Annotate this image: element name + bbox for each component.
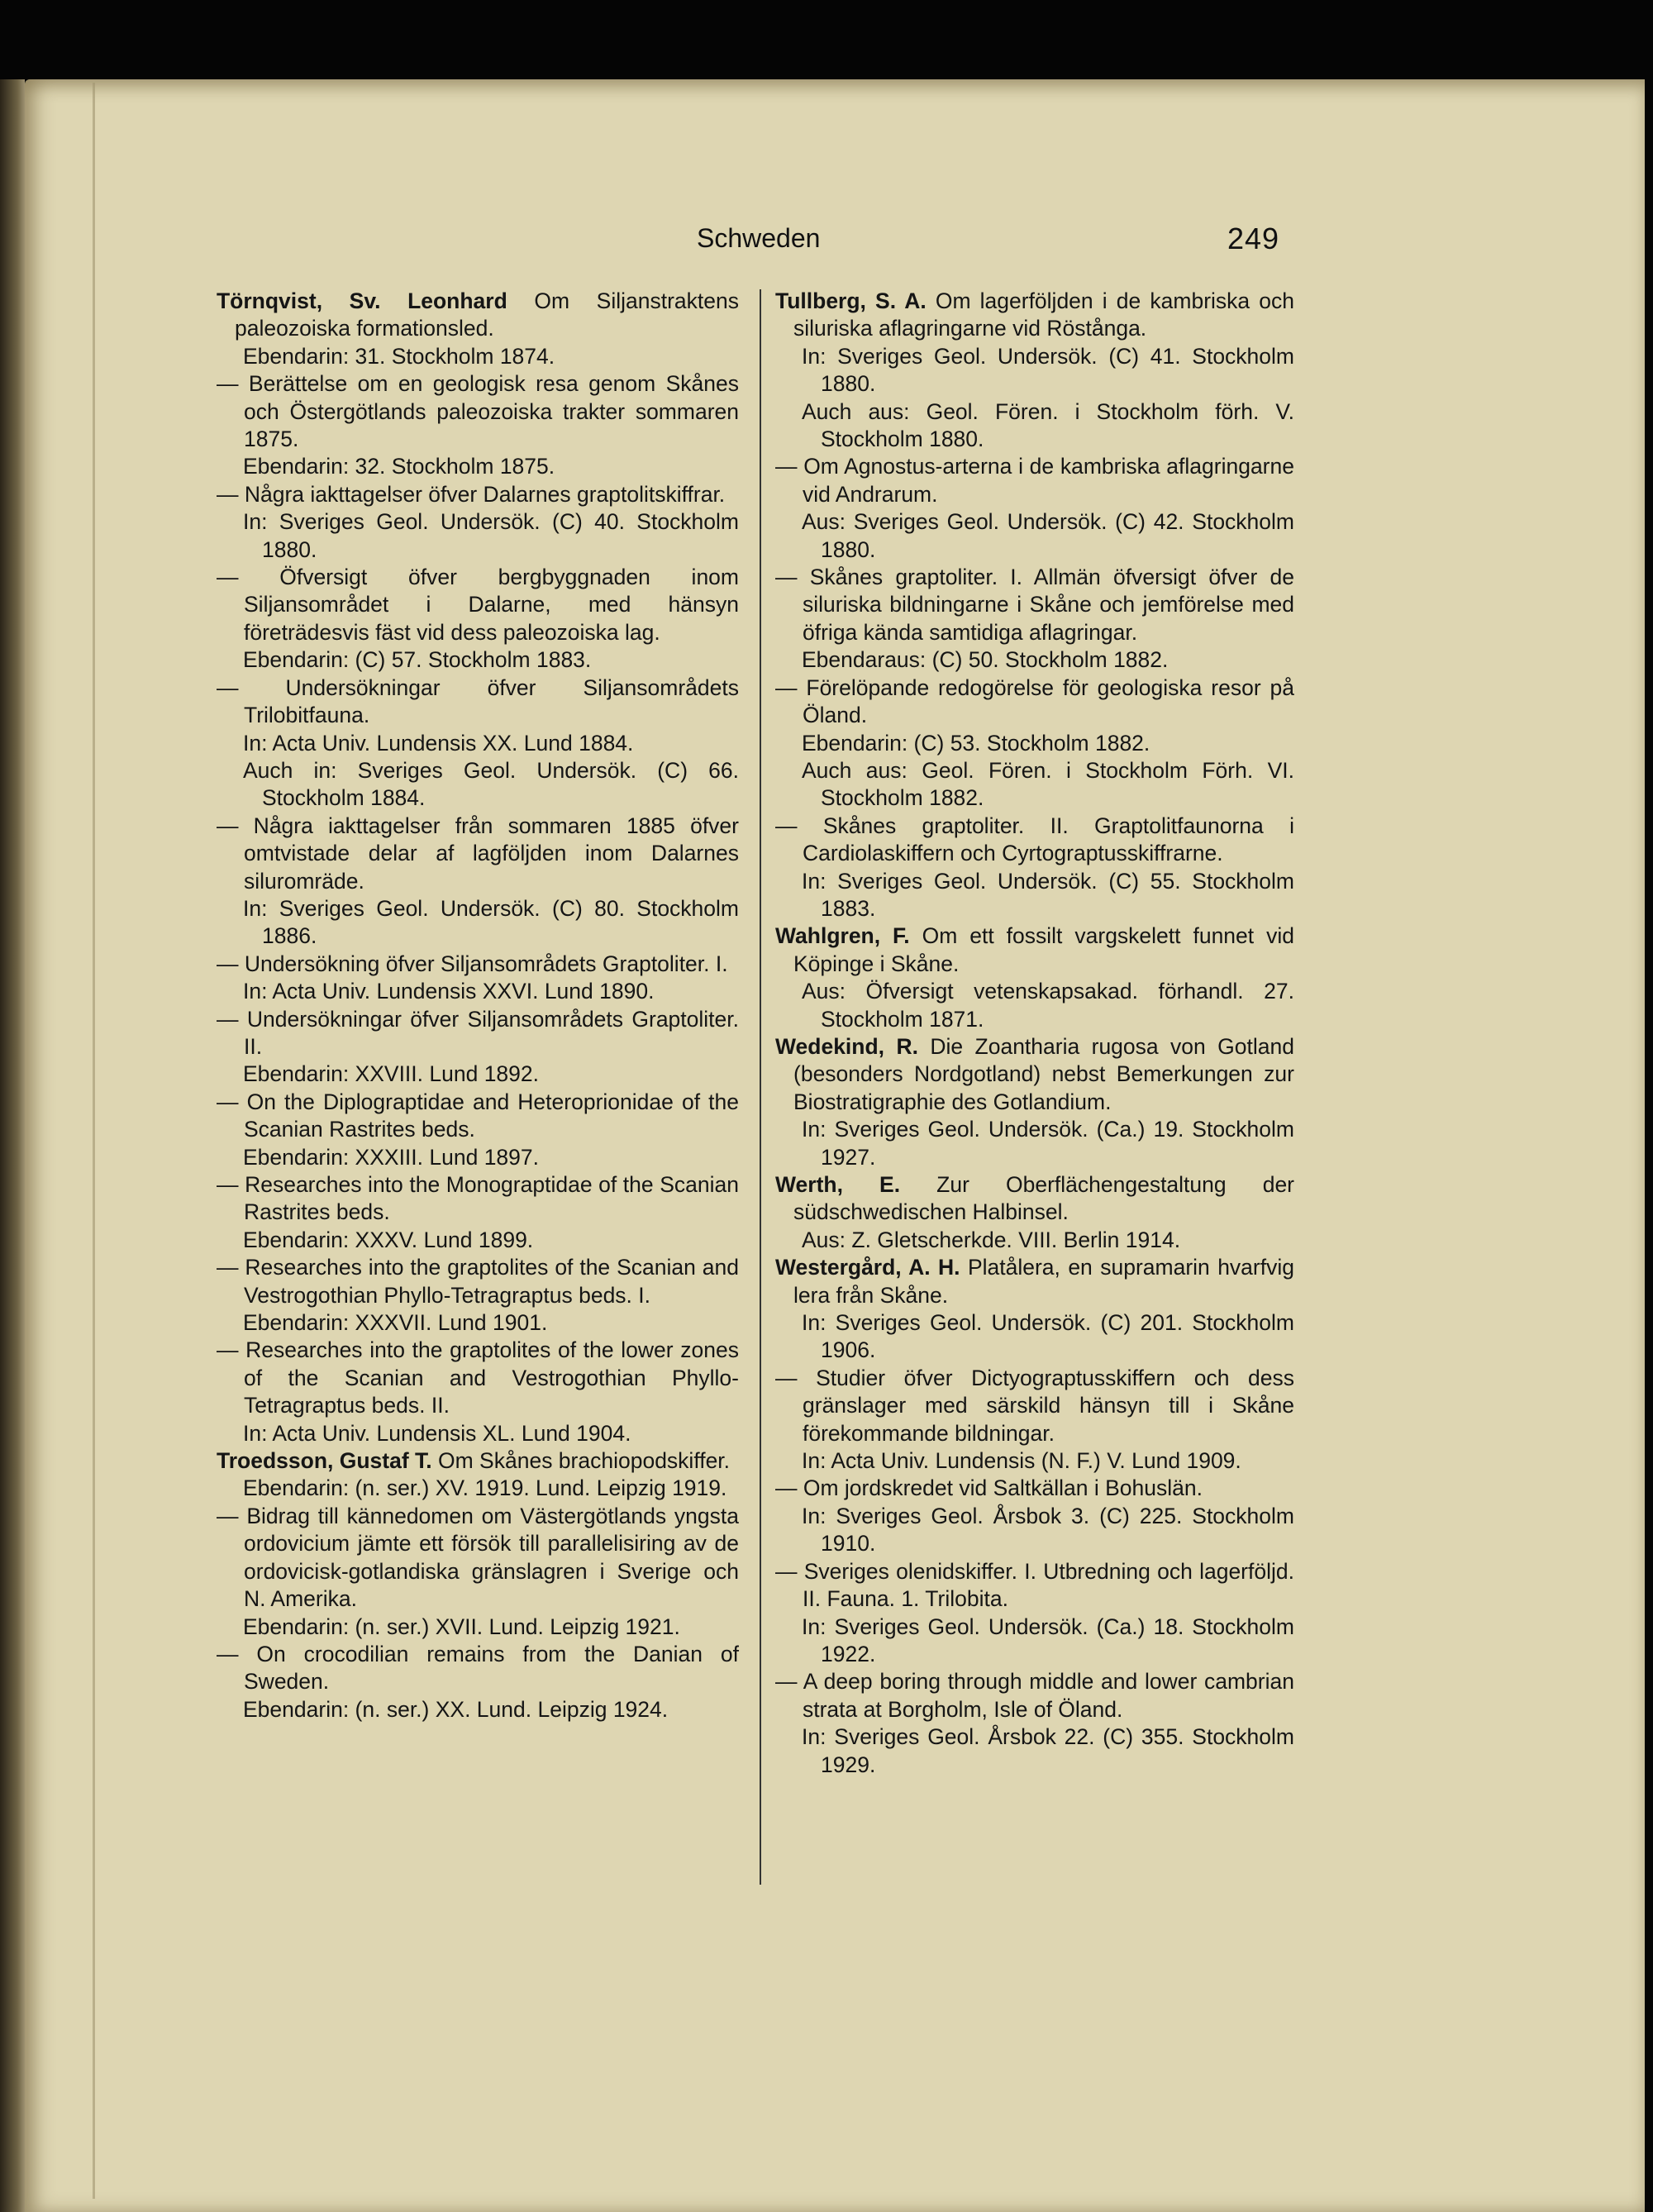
bibliography-work-entry: — Bidrag till kännedomen om Västergötlands yngsta ordovicium jämte ett försök till parallelisiring av de ordovicisk-gotlandiska gränslagren i Sverige och N. Amerika. (217, 1503, 739, 1612)
publication-imprint: In: Acta Univ. Lundensis XXVI. Lund 1890. (243, 979, 655, 1004)
bibliography-work-entry: — Öfversigt öfver bergbyggnaden inom Siljansområdet i Dalarne, med hänsyn företrädesvis fäst vid dess paleozoiska lag. (217, 565, 739, 645)
author-name: Werth, E. (775, 1172, 901, 1197)
publication-imprint: Ebendarin: (C) 53. Stockholm 1882. (802, 730, 1150, 756)
publication-imprint: Ebendarin: XXVIII. Lund 1892. (243, 1061, 540, 1087)
bibliography-author-entry (775, 1033, 1294, 1116)
running-head: Schweden (697, 223, 821, 253)
bibliography-author-entry (775, 1171, 1294, 1227)
author-name: Westergård, A. H. (775, 1255, 960, 1280)
publication-imprint: In: Sveriges Geol. Undersök. (C) 40. Stockholm 1880. (243, 509, 739, 562)
publication-imprint: In: Sveriges Geol. Årsbok 22. (C) 355. Stockholm 1929. (802, 1724, 1294, 1777)
bibliography-author-entry (775, 1254, 1294, 1309)
publication-imprint: Auch aus: Geol. Fören. i Stockholm Förh. VI. Stockholm 1882. (802, 757, 1294, 811)
bibliography-work-entry: — Några iakttagelser från sommaren 1885 öfver omtvistade delar af lagföljden inom Dalarnes siluromräde. (217, 813, 739, 894)
right-column (775, 288, 1294, 1779)
page-number: 249 (1227, 222, 1280, 255)
publication-imprint: In: Sveriges Geol. Undersök. (C) 55. Stockholm 1883. (802, 868, 1294, 921)
bibliography-work-entry: — Undersökning öfver Siljansområdets Graptoliter. I. (217, 951, 728, 976)
publication-imprint: Ebendarin: 31. Stockholm 1874. (243, 343, 555, 369)
work-title: Platålera, en supramarin hvarfvig lera från Skåne. (793, 1255, 1294, 1308)
author-name: Troedsson, Gustaf T. (217, 1448, 432, 1474)
publication-imprint: Ebendarin: (n. ser.) XX. Lund. Leipzig 1924. (243, 1696, 669, 1722)
publication-imprint: In: Sveriges Geol. Undersök. (C) 201. Stockholm 1906. (802, 1310, 1294, 1363)
publication-imprint: In: Sveriges Geol. Undersök. (Ca.) 18. Stockholm 1922. (802, 1614, 1294, 1666)
author-name: Wahlgren, F. (775, 923, 910, 949)
column-divider (760, 289, 761, 1885)
left-column (217, 288, 739, 1723)
publication-imprint: In: Acta Univ. Lundensis XL. Lund 1904. (243, 1420, 631, 1446)
bibliography-work-entry: — Sveriges olenidskiffer. I. Utbredning och lagerföljd. II. Fauna. 1. Trilobita. (775, 1558, 1294, 1612)
bibliography-work-entry: — On the Diplograptidae and Heteroprionidae of the Scanian Rastrites beds. (217, 1089, 739, 1142)
work-title: Die Zoantharia rugosa von Gotland (besonders Nordgotland) nebst Bemerkungen zur Biostratigraphie des Gotlandium. (793, 1033, 1294, 1114)
bibliography-work-entry: — Berättelse om en geologisk resa genom Skånes och Östergötlands paleozoiska trakter sommaren 1875. (217, 371, 739, 452)
work-title: Om Siljanstraktens paleozoiska formationsled. (235, 288, 739, 341)
bibliography-author-entry (217, 1447, 739, 1475)
bibliography-work-entry: — Skånes graptoliter. II. Graptolitfaunorna i Cardiolaskiffern och Cyrtograptusskiffrarne. (775, 813, 1294, 866)
bibliography-work-entry: — Studier öfver Dictyograptusskiffern och dess gränslager med särskild hänsyn till i Skåne förekommande bildningar. (775, 1365, 1294, 1446)
publication-imprint: In: Sveriges Geol. Årsbok 3. (C) 225. Stockholm 1910. (802, 1503, 1294, 1557)
work-title: Om Skånes brachiopodskiffer. (431, 1448, 731, 1474)
bibliography-author-entry (775, 922, 1294, 978)
bibliography-work-entry: — Undersökningar öfver Siljansområdets Graptoliter. II. (217, 1006, 739, 1059)
author-name: Tullberg, S. A. (775, 288, 927, 313)
publication-imprint: Ebendarin: (n. ser.) XV. 1919. Lund. Leipzig 1919. (243, 1475, 727, 1501)
publication-imprint: Ebendarin: XXXVII. Lund 1901. (243, 1310, 548, 1336)
publication-imprint: Ebendarin: 32. Stockholm 1875. (243, 454, 555, 479)
work-title: Om ett fossilt vargskelett funnet vid Köpinge i Skåne. (793, 923, 1294, 976)
publication-imprint: Aus: Öfversigt vetenskapsakad. förhandl. 27. Stockholm 1871. (802, 979, 1294, 1032)
publication-imprint: Aus: Sveriges Geol. Undersök. (C) 42. Stockholm 1880. (802, 509, 1294, 562)
bibliography-work-entry: — Om jordskredet vid Saltkällan i Bohuslän. (775, 1475, 1203, 1501)
publication-imprint: In: Acta Univ. Lundensis (N. F.) V. Lund 1909. (802, 1448, 1241, 1474)
author-name: Törnqvist, Sv. Leonhard (217, 288, 507, 313)
publication-imprint: In: Sveriges Geol. Undersök. (Ca.) 19. Stockholm 1927. (802, 1117, 1294, 1170)
bibliography-work-entry: — Skånes graptoliter. I. Allmän öfversigt öfver de siluriska bildningarne i Skåne och jemförelse med öfriga kända samtidiga aflagringar. (775, 565, 1294, 645)
publication-imprint: Ebendarin: (n. ser.) XVII. Lund. Leipzig 1921. (243, 1614, 680, 1639)
bibliography-author-entry (775, 288, 1294, 343)
bibliography-work-entry: — Förelöpande redogörelse för geologiska resor på Öland. (775, 675, 1294, 728)
bibliography-work-entry: — Några iakttagelser öfver Dalarnes graptolitskiffrar. (217, 481, 726, 507)
publication-imprint: Auch in: Sveriges Geol. Undersök. (C) 66. Stockholm 1884. (243, 757, 739, 811)
publication-imprint: In: Sveriges Geol. Undersök. (C) 41. Stockholm 1880. (802, 343, 1294, 397)
publication-imprint: Ebendarin: XXXV. Lund 1899. (243, 1227, 534, 1252)
page-edge (0, 79, 25, 2212)
publication-imprint: Ebendaraus: (C) 50. Stockholm 1882. (802, 647, 1169, 673)
bibliography-work-entry: — A deep boring through middle and lower cambrian strata at Borgholm, Isle of Öland. (775, 1669, 1294, 1722)
bibliography-work-entry: — Researches into the Monograptidae of the Scanian Rastrites beds. (217, 1172, 739, 1225)
publication-imprint: Aus: Z. Gletscherkde. VIII. Berlin 1914. (802, 1227, 1181, 1252)
bibliography-author-entry (217, 288, 739, 343)
bibliography-work-entry: — Researches into the graptolites of the Scanian and Vestrogothian Phyllo-Tetragraptus beds. I. (217, 1255, 739, 1308)
work-title: Om lagerföljden i de kambriska och siluriska aflagringarne vid Röstånga. (793, 288, 1294, 341)
work-title: Zur Oberflächengestaltung der südschwedischen Halbinsel. (793, 1172, 1295, 1225)
page-fold (93, 83, 95, 2199)
author-name: Wedekind, R. (775, 1033, 918, 1059)
bibliography-work-entry: — Researches into the graptolites of the lower zones of the Scanian and Vestrogothian Phyllo-Tetragraptus beds. II. (217, 1337, 739, 1418)
publication-imprint: In: Sveriges Geol. Undersök. (C) 80. Stockholm 1886. (243, 895, 739, 949)
publication-imprint: In: Acta Univ. Lundensis XX. Lund 1884. (243, 730, 634, 756)
publication-imprint: Ebendarin: (C) 57. Stockholm 1883. (243, 647, 592, 673)
bibliography-work-entry: — Om Agnostus-arterna i de kambriska aflagringarne vid Andrarum. (775, 454, 1294, 507)
bibliography-work-entry: — On crocodilian remains from the Danian of Sweden. (217, 1641, 739, 1695)
publication-imprint: Auch aus: Geol. Fören. i Stockholm förh. V. Stockholm 1880. (802, 398, 1294, 452)
publication-imprint: Ebendarin: XXXIII. Lund 1897. (243, 1144, 540, 1170)
bibliography-work-entry: — Undersökningar öfver Siljansområdets Trilobitfauna. (217, 675, 739, 728)
